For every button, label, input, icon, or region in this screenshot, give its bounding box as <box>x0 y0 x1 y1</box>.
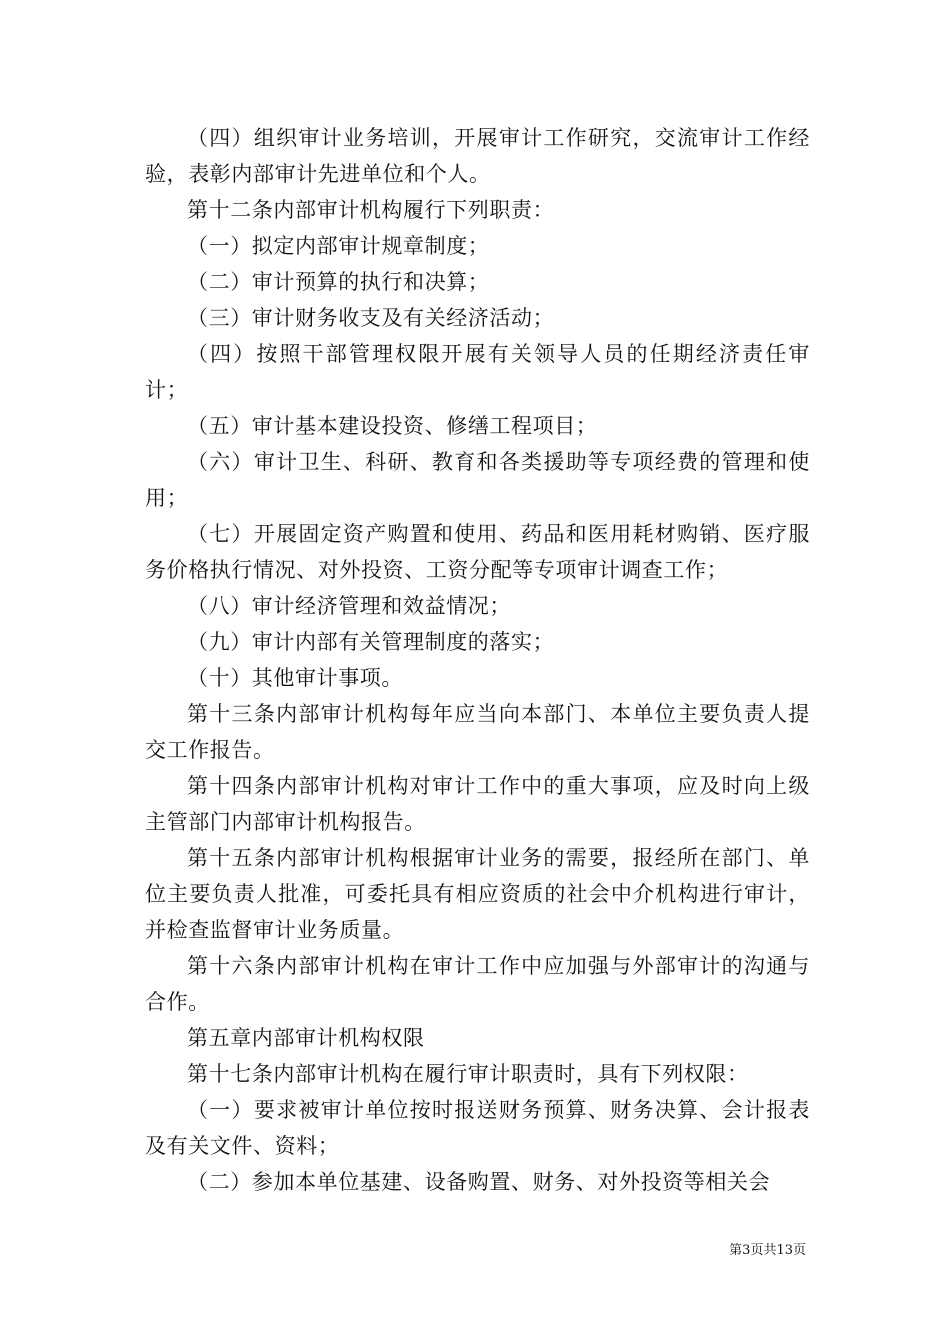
paragraph-5: （三）审计财务收支及有关经济活动； <box>187 306 555 330</box>
page-number-footer: 第3页共13页 <box>729 1243 806 1258</box>
paragraph-2: 第十二条内部审计机构履行下列职责： <box>187 198 555 222</box>
paragraph-13: 第十三条内部审计机构每年应当向本部门、本单位主要负责人提交工作报告。 <box>145 702 810 762</box>
paragraph-20: （二）参加本单位基建、设备购置、财务、对外投资等相关会 <box>187 1170 771 1194</box>
paragraph-16: 第十六条内部审计机构在审计工作中应加强与外部审计的沟通与合作。 <box>145 954 810 1014</box>
chapter-heading: 第五章内部审计机构权限 <box>187 1026 425 1050</box>
paragraph-4: （二）审计预算的执行和决算； <box>187 270 490 294</box>
paragraph-18: 第十七条内部审计机构在履行审计职责时，具有下列权限： <box>187 1062 749 1086</box>
paragraph-12: （十）其他审计事项。 <box>187 666 403 690</box>
paragraph-8: （六）审计卫生、科研、教育和各类援助等专项经费的管理和使用； <box>145 450 810 510</box>
paragraph-10: （八）审计经济管理和效益情况； <box>187 594 511 618</box>
paragraph-1: （四）组织审计业务培训，开展审计工作研究，交流审计工作经验，表彰内部审计先进单位和个人。 <box>145 126 810 186</box>
paragraph-7: （五）审计基本建设投资、修缮工程项目； <box>187 414 598 438</box>
document-body <box>145 120 810 1200</box>
paragraph-11: （九）审计内部有关管理制度的落实； <box>187 630 555 654</box>
paragraph-9: （七）开展固定资产购置和使用、药品和医用耗材购销、医疗服务价格执行情况、对外投资、工资分配等专项审计调查工作； <box>145 522 810 582</box>
paragraph-19: （一）要求被审计单位按时报送财务预算、财务决算、会计报表及有关文件、资料； <box>145 1098 810 1158</box>
paragraph-3: （一）拟定内部审计规章制度； <box>187 234 490 258</box>
paragraph-6: （四）按照干部管理权限开展有关领导人员的任期经济责任审计； <box>145 342 810 402</box>
paragraph-15: 第十五条内部审计机构根据审计业务的需要，报经所在部门、单位主要负责人批准，可委托具有相应资质的社会中介机构进行审计，并检查监督审计业务质量。 <box>145 846 810 942</box>
paragraph-14: 第十四条内部审计机构对审计工作中的重大事项，应及时向上级主管部门内部审计机构报告。 <box>145 774 810 834</box>
